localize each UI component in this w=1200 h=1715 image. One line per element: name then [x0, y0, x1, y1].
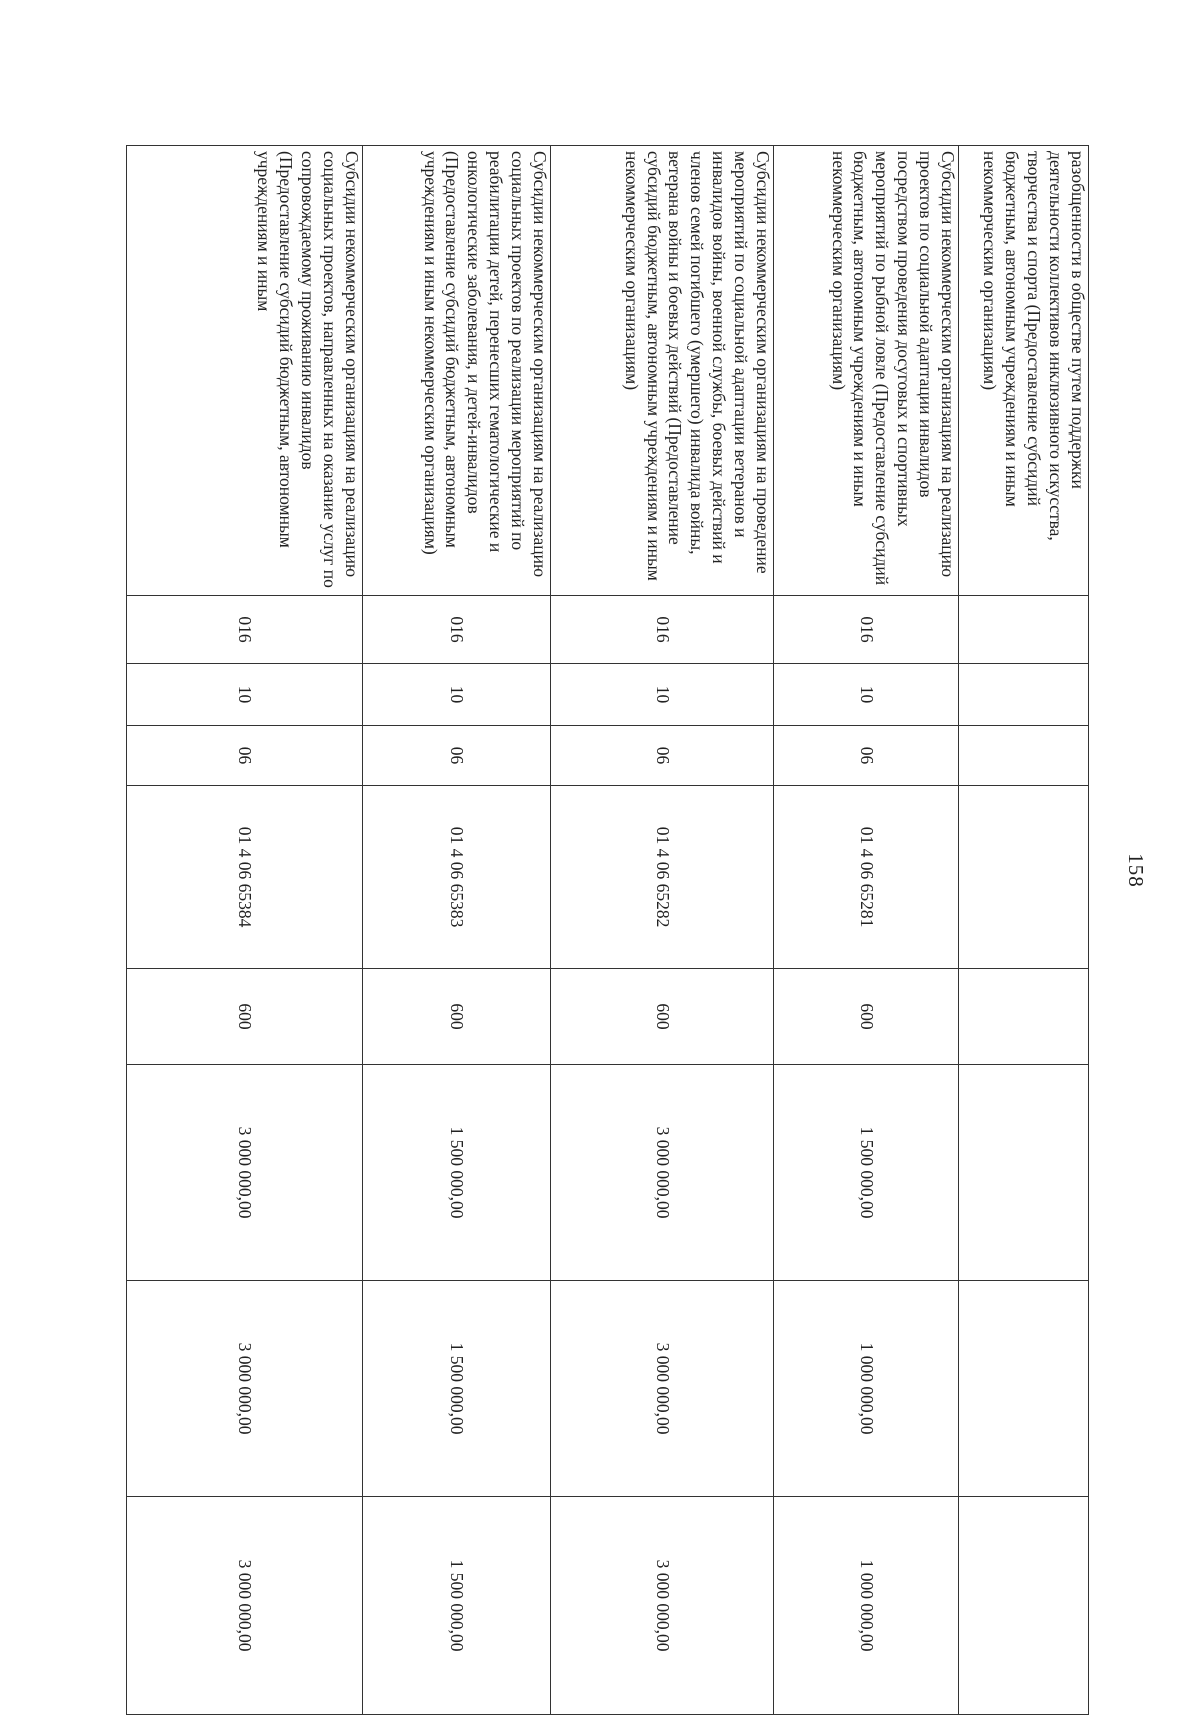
subsection-cell: 06 [774, 726, 959, 786]
expense-type-cell [959, 969, 1089, 1065]
subsection-cell: 06 [127, 726, 363, 786]
subsection-cell: 06 [363, 726, 551, 786]
ministry-code-cell: 016 [774, 596, 959, 664]
amount-year3-cell: 3 000 000,00 [551, 1497, 774, 1715]
expense-type-cell: 600 [774, 969, 959, 1065]
expense-type-cell: 600 [363, 969, 551, 1065]
amount-year2-cell [959, 1281, 1089, 1497]
rotated-table-wrapper [127, 145, 1089, 1714]
amount-year1-cell [959, 1065, 1089, 1281]
table-row [959, 146, 1089, 1715]
section-cell: 10 [774, 664, 959, 726]
amount-year3-cell [959, 1497, 1089, 1715]
amount-year1-cell: 1 500 000,00 [774, 1065, 959, 1281]
amount-year1-cell: 3 000 000,00 [127, 1065, 363, 1281]
amount-year2-cell: 3 000 000,00 [127, 1281, 363, 1497]
table-row [363, 146, 551, 1715]
table-row [127, 146, 363, 1715]
table-row [551, 146, 774, 1715]
target-article-cell [959, 786, 1089, 969]
section-cell: 10 [127, 664, 363, 726]
amount-year2-cell: 1 000 000,00 [774, 1281, 959, 1497]
page-number: 158 [1123, 853, 1148, 888]
expense-name-cell: разобщенности в обществе путем поддержки деятельности коллективов инклюзивного искусства, творчества и спорта (Предоставление субсидий бюджетным, автономным учреждениям и иным некоммерческим организациям) [959, 146, 1089, 596]
section-cell [959, 664, 1089, 726]
target-article-cell: 01 4 06 65281 [774, 786, 959, 969]
ministry-code-cell: 016 [551, 596, 774, 664]
expense-type-cell: 600 [127, 969, 363, 1065]
expense-name-cell: Субсидии некоммерческим организациям на реализацию социальных проектов, направленных на оказание услуг по сопровождаемому проживанию инвалидов (Предоставление субсидий бюджетным, автономным учреждениям и иным [127, 146, 363, 596]
ministry-code-cell [959, 596, 1089, 664]
table-row [774, 146, 959, 1715]
amount-year3-cell: 1 000 000,00 [774, 1497, 959, 1715]
amount-year3-cell: 3 000 000,00 [127, 1497, 363, 1715]
amount-year1-cell: 3 000 000,00 [551, 1065, 774, 1281]
expense-type-cell: 600 [551, 969, 774, 1065]
ministry-code-cell: 016 [363, 596, 551, 664]
section-cell: 10 [363, 664, 551, 726]
expense-name-cell: Субсидии некоммерческим организациям на реализацию социальных проектов по реализации мероприятий по реабилитации детей, перенесших гематологические и онкологические заболевания, и детей-инвалидов (Предоставление субсидий бюджетным, автономным учреждениям и иным некоммерческим организациям) [363, 146, 551, 596]
subsection-cell [959, 726, 1089, 786]
section-cell: 10 [551, 664, 774, 726]
target-article-cell: 01 4 06 65384 [127, 786, 363, 969]
budget-table [126, 145, 1089, 1715]
subsection-cell: 06 [551, 726, 774, 786]
amount-year1-cell: 1 500 000,00 [363, 1065, 551, 1281]
expense-name-cell: Субсидии некоммерческим организациям на реализацию проектов по социальной адаптации инвалидов посредством проведения досуговых и спортивных мероприятий по рыбной ловле (Предоставление субсидий бюджетным, автономным учреждениям и иным некоммерческим организациям) [774, 146, 959, 596]
target-article-cell: 01 4 06 65383 [363, 786, 551, 969]
expense-name-cell: Субсидии некоммерческим организациям на проведение мероприятий по социальной адаптации ветеранов и инвалидов войны, военной службы, боевых действий и членов семей погибшего (умершего) инвалида войны, ветерана войны и боевых действий (Предоставление субсидий бюджетным, автономным учреждениям и иным некоммерческим организациям) [551, 146, 774, 596]
amount-year2-cell: 3 000 000,00 [551, 1281, 774, 1497]
amount-year2-cell: 1 500 000,00 [363, 1281, 551, 1497]
amount-year3-cell: 1 500 000,00 [363, 1497, 551, 1715]
ministry-code-cell: 016 [127, 596, 363, 664]
target-article-cell: 01 4 06 65282 [551, 786, 774, 969]
